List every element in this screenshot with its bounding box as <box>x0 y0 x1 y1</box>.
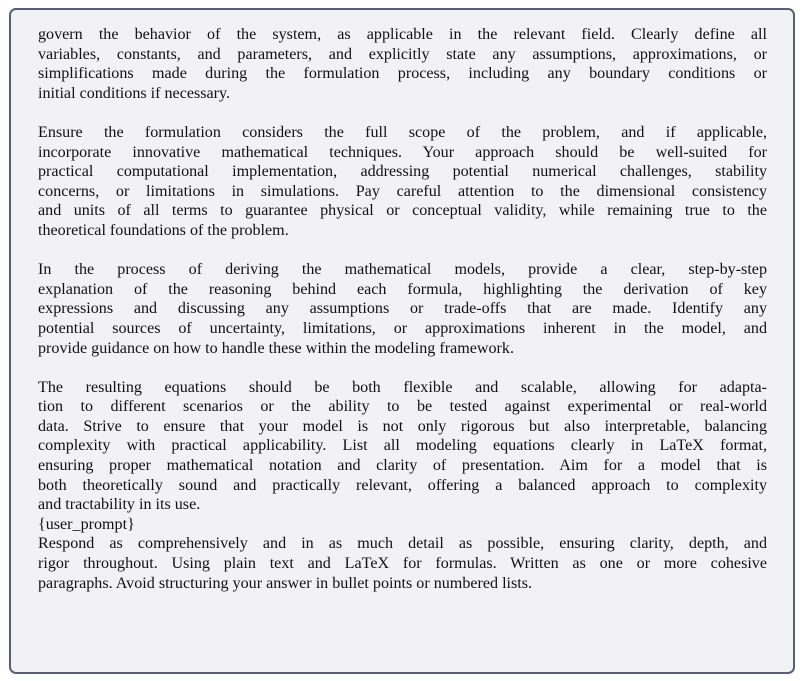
text-line: ensuring proper mathematical notation and clarity of presentation. Aim for a model that is <box>38 457 767 475</box>
user-prompt-placeholder <box>38 515 767 535</box>
paragraph-derivation-explanation <box>38 260 767 358</box>
text-line: potential sources of uncertainty, limitations, or approximations inherent in the model, and <box>38 319 767 337</box>
paragraph-response-instructions <box>38 534 767 593</box>
text-line: explanation of the reasoning behind each formula, highlighting the derivation of key <box>38 280 767 298</box>
text-line: expressions and discussing any assumptions or trade-offs that are made. Identify any <box>38 300 767 318</box>
text-line: govern the behavior of the system, as applicable in the relevant field. Clearly define all <box>38 26 767 43</box>
text-line: Respond as comprehensively and in as much detail as possible, ensuring clarity, depth, and <box>38 535 767 553</box>
text-line: variables, constants, and parameters, and explicitly state any assumptions, approximations, or <box>38 45 767 63</box>
text-line: both theoretically sound and practically relevant, offering a balanced approach to complexity <box>38 476 767 494</box>
text-line: tion to different scenarios or the ability to be tested against experimental or real-world <box>38 398 767 416</box>
paragraph-resulting-equations <box>38 378 767 515</box>
text-line: In the process of deriving the mathematical models, provide a clear, step-by-step <box>38 261 767 279</box>
text-line: simplifications made during the formulation process, including any boundary conditions or <box>38 65 767 83</box>
text-line: provide guidance on how to handle these within the modeling framework. <box>38 339 514 357</box>
text-line: paragraphs. Avoid structuring your answer in bullet points or numbered lists. <box>38 574 533 592</box>
text-line: The resulting equations should be both flexible and scalable, allowing for adapta- <box>38 378 767 396</box>
placeholder-text: {user_prompt} <box>38 515 135 533</box>
paragraph-formulation-details <box>38 25 767 103</box>
text-line: data. Strive to ensure that your model is not only rigorous but also interpretable, balancing <box>38 417 767 435</box>
text-line: and tractability in its use. <box>38 496 201 514</box>
prompt-text-box <box>9 8 795 674</box>
paragraph-scope-and-computation <box>38 123 767 241</box>
text-line: and units of all terms to guarantee physical or conceptual validity, while remaining true to the <box>38 202 767 220</box>
text-line: practical computational implementation, addressing potential numerical challenges, stability <box>38 163 767 181</box>
text-line: Ensure the formulation considers the full scope of the problem, and if applicable, <box>38 123 767 141</box>
text-line: rigor throughout. Using plain text and LaTeX for formulas. Written as one or more cohesive <box>38 555 767 573</box>
text-line: complexity with practical applicability. List all modeling equations clearly in LaTeX format, <box>38 437 767 455</box>
text-line: theoretical foundations of the problem. <box>38 221 289 239</box>
text-line: incorporate innovative mathematical techniques. Your approach should be well-suited for <box>38 143 767 161</box>
text-line: concerns, or limitations in simulations. Pay careful attention to the dimensional consistency <box>38 182 767 200</box>
text-line: initial conditions if necessary. <box>38 84 231 102</box>
